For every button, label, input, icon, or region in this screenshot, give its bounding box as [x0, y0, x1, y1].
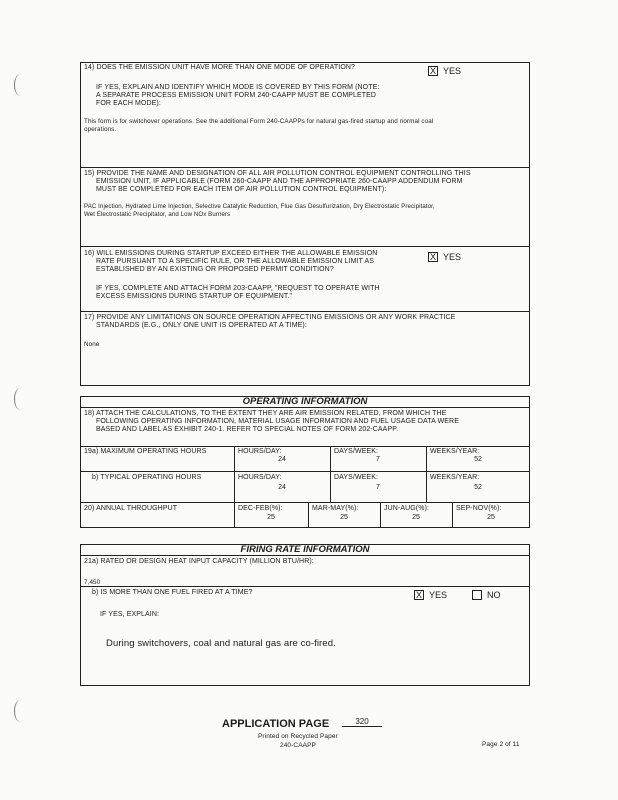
q15-question-2: EMISSION UNIT, IF APPLICABLE (FORM 260-CAAPP AND THE APPROPRIATE 260-CAAPP ADDENDUM FORM [96, 178, 463, 185]
q21b-explain-label: IF YES, EXPLAIN: [100, 611, 160, 618]
operating-info-title: OPERATING INFORMATION [242, 396, 368, 407]
row-21b-top [80, 586, 530, 587]
divider-14-15 [80, 167, 530, 168]
application-page-label: APPLICATION PAGE [222, 718, 330, 730]
q18-text-3: BASED AND LABEL AS EXHIBIT 240-1. REFER TO SPECIAL NOTES OF FORM 202-CAAPP. [96, 426, 399, 433]
q21b-explain-answer: During switchovers, coal and natural gas are co-fired. [106, 638, 336, 649]
q14-yes-checkbox[interactable]: X [429, 66, 436, 76]
row-20-top [80, 502, 530, 503]
q16-yes-checkbox[interactable]: X [429, 252, 436, 262]
q21b-yes-checkbox[interactable]: X [415, 590, 422, 600]
page-of: Page 2 of 11 [482, 741, 520, 748]
q16-question-1: 16) WILL EMISSIONS DURING STARTUP EXCEED EITHER THE ALLOWABLE EMISSION [84, 250, 378, 257]
firing-title-underline [80, 555, 530, 556]
q14-instruction-1: IF YES, EXPLAIN AND IDENTIFY WHICH MODE IS COVERED BY THIS FORM (NOTE: [96, 84, 380, 91]
q18-text-2: FOLLOWING OPERATING INFORMATION, MATERIAL USAGE INFORMATION AND FUEL USAGE DATA WERE [96, 418, 459, 425]
row-19b-top [80, 471, 530, 472]
max-hours-day-value: 24 [278, 456, 286, 463]
q14-question: 14) DOES THE EMISSION UNIT HAVE MORE THAN ONE MODE OF OPERATION? [84, 64, 356, 71]
max-weeks-year-value: 52 [474, 456, 482, 463]
max-weeks-year-label: WEEKS/YEAR: [430, 448, 480, 455]
q21a-capacity-value: 7,450 [84, 579, 101, 586]
typ-hours-label: b) TYPICAL OPERATING HOURS [92, 474, 202, 481]
q21b-no-label: NO [487, 590, 501, 600]
typ-days-week-value: 7 [376, 484, 380, 491]
q16-instruction-2: EXCESS EMISSIONS DURING STARTUP OF EQUIPMENT." [96, 293, 293, 300]
mar-may-label: MAR-MAY(%): [312, 505, 359, 512]
q21b-no-checkbox[interactable] [472, 590, 482, 600]
typ-days-week-label: DAYS/WEEK: [334, 474, 379, 481]
q21b-text: b) IS MORE THAN ONE FUEL FIRED AT A TIME? [92, 589, 253, 596]
q18-text-1: 18) ATTACH THE CALCULATIONS, TO THE EXTENT THEY ARE AIR EMISSION RELATED, FROM WHICH THE [84, 410, 447, 417]
col-hours-line [234, 446, 235, 502]
q14-yes-label: YES [443, 66, 462, 76]
divider-16-17 [80, 311, 530, 312]
q16-yes-label: YES [443, 252, 462, 262]
punch-mark-top [14, 74, 27, 96]
q15-answer-2: Wet Electrostatic Precipitator, and Low NOx Burners [84, 211, 231, 218]
typ-weeks-year-label: WEEKS/YEAR: [430, 474, 480, 481]
typ-hours-day-value: 24 [278, 484, 286, 491]
punch-mark-bottom [14, 700, 27, 722]
q16-question-3: ESTABLISHED BY AN EXISTING OR PROPOSED PERMIT CONDITION? [96, 266, 334, 273]
max-days-week-value: 7 [376, 456, 380, 463]
sep-nov-value: 25 [487, 514, 495, 521]
typ-weeks-year-value: 52 [474, 484, 482, 491]
q17-question-2: STANDARDS (E.G., ONLY ONE UNIT IS OPERATED AT A TIME): [96, 322, 307, 329]
max-hours-day-label: HOURS/DAY: [238, 448, 282, 455]
max-days-week-label: DAYS/WEEK: [334, 448, 379, 455]
q15-question-3: MUST BE COMPLETED FOR EACH ITEM OF AIR POLLUTION CONTROL EQUIPMENT): [96, 186, 387, 193]
q14-answer-1: This form is for switchover operations. See the additional Form 240-CAAPPs for natural gas-fired startup and normal coal [84, 118, 434, 125]
q16-question-2: RATE PURSUANT TO A SPECIFIC RULE, OR THE ALLOWABLE EMISSION LIMIT AS [96, 258, 375, 265]
typ-hours-day-label: HOURS/DAY: [238, 474, 282, 481]
printed-on-recycled: Printed on Recycled Paper [258, 733, 338, 740]
q14-answer-2: operations. [84, 126, 117, 133]
row-19a-top [80, 446, 530, 447]
col-days-line [330, 446, 331, 502]
application-page-number: 320 [342, 717, 382, 727]
form-id: 240-CAAPP [280, 742, 316, 749]
throughput-label: 20) ANNUAL THROUGHPUT [84, 505, 178, 512]
col-weeks-line [426, 446, 427, 502]
jun-aug-value: 25 [412, 514, 420, 521]
q15-question-1: 15) PROVIDE THE NAME AND DESIGNATION OF ALL AIR POLLUTION CONTROL EQUIPMENT CONTROLLING THIS [84, 170, 471, 177]
dec-feb-value: 25 [267, 514, 275, 521]
q21a-text: 21a) RATED OR DESIGN HEAT INPUT CAPACITY (MILLION BTU/HR): [84, 558, 314, 565]
jun-aug-label: JUN-AUG(%): [384, 505, 430, 512]
punch-mark-middle [14, 388, 27, 410]
questions-14-17-box [80, 62, 530, 386]
divider-15-16 [80, 246, 530, 247]
q14-instruction-2: A SEPARATE PROCESS EMISSION UNIT FORM 240-CAAPP MUST BE COMPLETED [96, 92, 377, 99]
sep-nov-label: SEP-NOV(%): [456, 505, 502, 512]
q15-answer-1: PAC Injection, Hydrated Lime Injection, Selective Catalytic Reduction, Flue Gas Desulfurization, Dry Electrostatic Precipitator, [84, 203, 435, 210]
q16-instruction-1: IF YES, COMPLETE AND ATTACH FORM 203-CAAPP, "REQUEST TO OPERATE WITH [96, 285, 380, 292]
q17-question-1: 17) PROVIDE ANY LIMITATIONS ON SOURCE OPERATION AFFECTING EMISSIONS OR ANY WORK PRACTICE [84, 314, 456, 321]
q14-instruction-3: FOR EACH MODE): [96, 100, 161, 107]
q21b-yes-label: YES [429, 590, 448, 600]
operating-title-underline [80, 407, 530, 408]
mar-may-value: 25 [340, 514, 348, 521]
firing-rate-title: FIRING RATE INFORMATION [240, 544, 370, 555]
q17-answer: None [84, 341, 100, 348]
max-hours-label: 19a) MAXIMUM OPERATING HOURS [84, 448, 207, 455]
dec-feb-label: DEC-FEB(%): [238, 505, 283, 512]
